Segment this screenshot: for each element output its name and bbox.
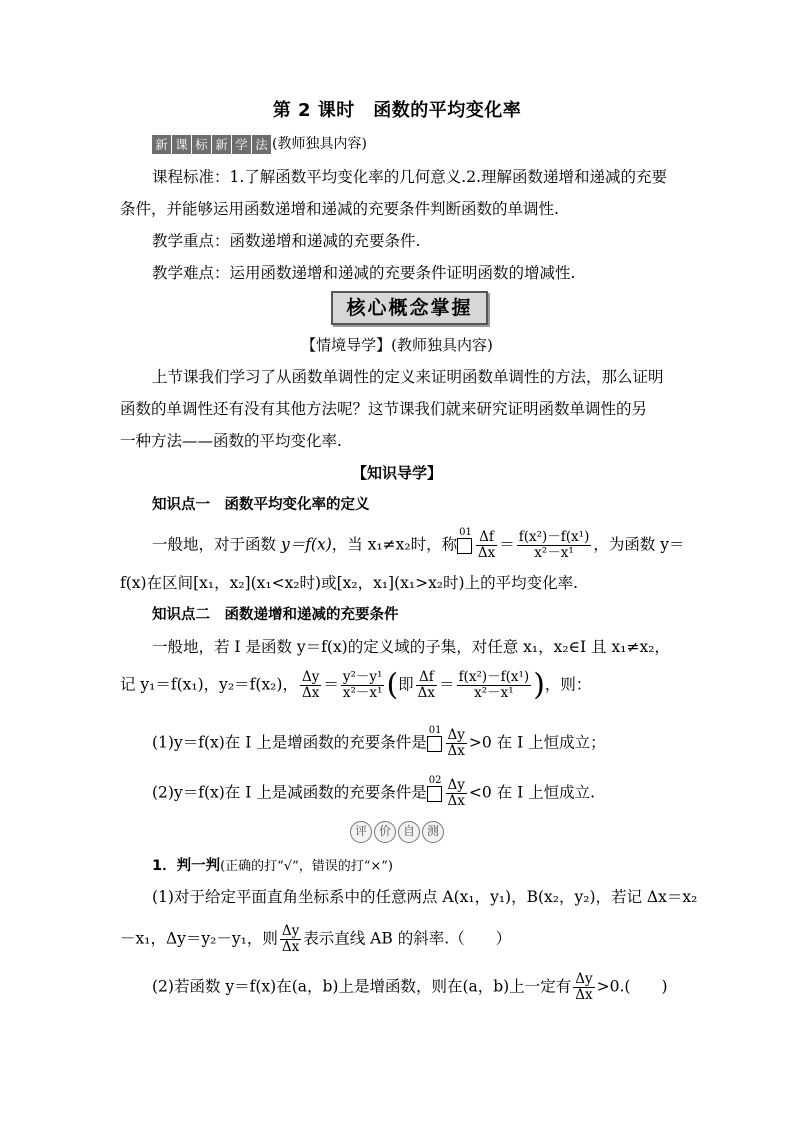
exercise-1-part-2 (152, 972, 668, 1003)
self-evaluation-badge (0, 821, 794, 843)
knowledge-point-2-title: 知识点二 函数递增和递减的充要条件 (152, 607, 399, 623)
exercise-1-part-1-line-1: (1)对于给定平面直角坐标系中的任意两点 A(x₁，y₁)，B(x₂，y₂)，若记 Δx＝x₂ (152, 888, 698, 906)
new-standard-badge (152, 133, 272, 155)
blank-box (427, 736, 442, 752)
dy-dx-fraction: $\frac{\Delta y}{\Delta x}$ (301, 669, 320, 701)
cond2-text-b: <0 在 I 上恒成立. (468, 783, 596, 802)
kp1-text-a: 一般地，对于函数 (152, 535, 281, 554)
situation-line-2: 函数的单调性还有没有其他方法呢？这节课我们就来研究证明函数单调性的另 (120, 400, 648, 418)
cond1-text-b: >0 在 I 上恒成立； (468, 733, 606, 752)
cond1-text-a: (1)y＝f(x)在 I 上是增函数的充要条件是 (152, 733, 427, 752)
situation-line-1: 上节课我们学习了从函数单调性的定义来证明函数单调性的方法，那么证明 (152, 368, 664, 386)
kp1-definition-line-2: f(x)在区间[x₁，x₂](x₁<x₂时)或[x₂，x₁](x₁>x₂时)上的平均变化率. (120, 574, 578, 592)
kp1-text-c: ，当 x₁≠x₂时，称 (331, 535, 458, 554)
situation-line-3: 一种方法——函数的平均变化率. (120, 432, 342, 450)
exercise-1-part-1-line-2 (120, 924, 511, 955)
kp2-ji: 即 (398, 675, 414, 694)
teaching-difficult-point: 教学难点：运用函数递增和递减的充要条件证明函数的增减性. (152, 264, 576, 282)
badge-char: 自 (398, 821, 420, 843)
badge-char: 测 (422, 821, 444, 843)
teaching-key-point: 教学重点：函数递增和递减的充要条件. (152, 232, 421, 250)
kp1-definition-line-1: 一般地，对于函数 y＝f(x)，当 x₁≠x₂时，称$^{01}$ $\frac{\Delta f}{\Delta x}$ ＝ $\frac{\text{f(x²)－f(x¹)}}{\text{x²－x¹}}$ ，为函数 y＝ (152, 527, 685, 561)
standards-line-1: 课程标准：1.了解函数平均变化率的几何意义.2.理解函数递增和递减的充要 (152, 168, 668, 186)
knowledge-heading: 【知识导学】 (351, 464, 442, 482)
kp2-line-2: 记 y₁＝f(x₁)，y₂＝f(x₂)， $\frac{\Delta y}{\Delta x}$ ＝ $\frac{\text{y²－y¹}}{\text{x²－x¹}}$ (即 $\frac{\Delta f}{\Delta x}$ ＝ $\frac{\text{f(x²)－f(x¹)}}{\text{x²－x¹}}$ )，则： (120, 667, 592, 703)
badge-char: 法 (252, 135, 271, 154)
badge-char: 新 (212, 135, 231, 154)
condition-decreasing (152, 775, 596, 809)
situation-heading: 【情境导学】(教师独具内容) (301, 336, 493, 354)
blank-number: 02 (428, 775, 442, 786)
cond2-text-a: (2)y＝f(x)在 I 上是减函数的充要条件是 (152, 783, 427, 802)
kp2-text-b: ，则： (544, 675, 592, 694)
standards-line-2: 条件，并能够运用函数递增和递减的充要条件判断函数的单调性. (120, 200, 559, 218)
f-difference-fraction: $\frac{\text{f(x²)－f(x¹)}}{\text{x²－x¹}}$ (458, 669, 530, 701)
p1-text-a: －x₁，Δy＝y₂－y₁，则 (120, 929, 278, 948)
kp2-text-a: 记 y₁＝f(x₁)，y₂＝f(x₂)， (120, 675, 298, 694)
badge-char: 评 (350, 821, 372, 843)
blank-number: 01 (459, 527, 472, 538)
p2-text-a: (2)若函数 y＝f(x)在(a，b)上是增函数，则在(a，b)上一定有 (152, 977, 572, 996)
dy-dx-fraction-6: $\frac{\Delta y}{\Delta x}$ (575, 971, 593, 1003)
exercise-number: 1．判一判 (152, 858, 221, 874)
teacher-note: (教师独具内容) (272, 136, 367, 152)
knowledge-point-1-title: 知识点一 函数平均变化率的定义 (152, 497, 370, 513)
dy-dx-fraction-4: $\frac{\Delta y}{\Delta x}$ (447, 777, 465, 809)
badge-char: 新 (152, 135, 171, 154)
blank-box (457, 538, 472, 554)
condition-increasing (152, 725, 606, 759)
blank-box (427, 786, 442, 802)
df-dx-fraction: $\frac{\Delta f}{\Delta x}$ (477, 529, 496, 561)
tag-line (152, 132, 367, 155)
df-dx-fraction-2: $\frac{\Delta f}{\Delta x}$ (417, 669, 436, 701)
badge-char: 课 (172, 135, 191, 154)
kp1-function: y＝f(x) (280, 535, 332, 554)
kp2-line-1: 一般地，若 I 是函数 y＝f(x)的定义域的子集，对任意 x₁，x₂∈I 且 x₁≠x₂， (152, 638, 670, 656)
dy-dx-fraction-5: $\frac{\Delta y}{\Delta x}$ (281, 923, 300, 955)
section-banner: 核心概念掌握 (331, 291, 488, 325)
kp1-text-d: ，为函数 y＝ (593, 535, 685, 554)
p2-text-b: >0.( ) (596, 977, 668, 996)
badge-char: 标 (192, 135, 211, 154)
exercise-1-heading (152, 854, 393, 878)
blank-number: 01 (428, 725, 442, 736)
badge-char: 学 (232, 135, 251, 154)
exercise-hint: (正确的打“√”，错误的打“×”) (220, 859, 393, 874)
badge-char: 价 (374, 821, 396, 843)
difference-quotient-fraction: $\frac{\text{f(x²)－f(x¹)}}{\text{x²－x¹}}$ (518, 529, 590, 561)
p1-text-b: 表示直线 AB 的斜率.（ ） (303, 929, 512, 948)
dy-dx-fraction-3: $\frac{\Delta y}{\Delta x}$ (447, 727, 465, 759)
page-title: 第 2 课时 函数的平均变化率 (272, 100, 522, 121)
y-difference-fraction: $\frac{\text{y²－y¹}}{\text{x²－x¹}}$ (342, 669, 383, 701)
